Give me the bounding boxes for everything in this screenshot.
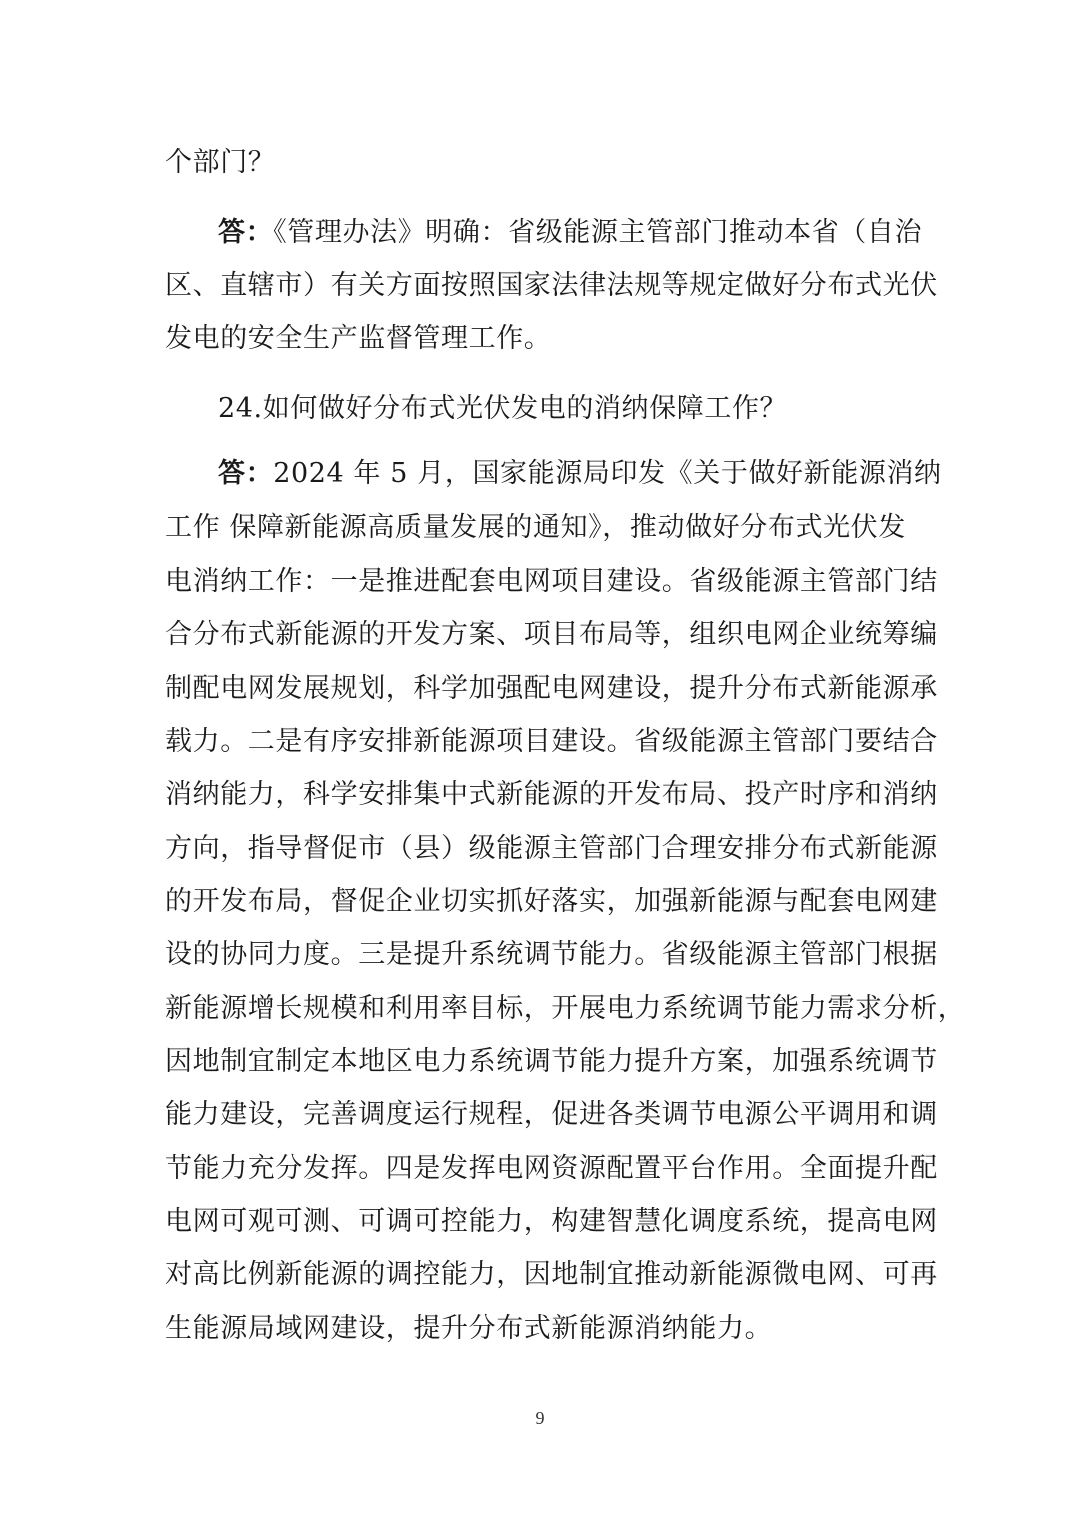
text-line: 个部门？ xyxy=(165,147,276,178)
text-line: 消纳能力，科学安排集中式新能源的开发布局、投产时序和消纳 xyxy=(165,779,938,810)
answer-text: 《管理办法》明确：省级能源主管部门推动本省（自治 xyxy=(273,217,923,248)
text-line: 工作 保障新能源高质量发展的通知》，推动做好分布式光伏发 xyxy=(165,512,906,543)
answer-label: 答： xyxy=(218,217,274,248)
text-line: 发电的安全生产监督管理工作。 xyxy=(165,323,552,354)
text-line: 方向，指导督促市（县）级能源主管部门合理安排分布式新能源 xyxy=(165,833,938,864)
text-line: 新能源增长规模和利用率目标，开展电力系统调节能力需求分析， xyxy=(165,993,966,1024)
text-line: 因地制宜制定本地区电力系统调节能力提升方案，加强系统调节 xyxy=(165,1046,938,1077)
text-line: 电网可观可测、可调可控能力，构建智慧化调度系统，提高电网 xyxy=(165,1206,938,1237)
question-24-heading: 24.如何做好分布式光伏发电的消纳保障工作？ xyxy=(218,393,788,424)
text-line: 制配电网发展规划，科学加强配电网建设，提升分布式新能源承 xyxy=(165,673,938,704)
text-line: 生能源局域网建设，提升分布式新能源消纳能力。 xyxy=(165,1313,773,1344)
text-line: 区、直辖市）有关方面按照国家法律法规等规定做好分布式光伏 xyxy=(165,270,938,301)
answer-text: 2024 年 5 月，国家能源局印发《关于做好新能源消纳 xyxy=(273,458,942,489)
text-line: 合分布式新能源的开发方案、项目布局等，组织电网企业统筹编 xyxy=(165,619,938,650)
text-line: 能力建设，完善调度运行规程，促进各类调节电源公平调用和调 xyxy=(165,1099,938,1130)
text-line: 载力。二是有序安排新能源项目建设。省级能源主管部门要结合 xyxy=(165,726,938,757)
text-line: 电消纳工作：一是推进配套电网项目建设。省级能源主管部门结 xyxy=(165,566,938,597)
answer-23-first-line xyxy=(218,215,925,251)
answer-24-first-line xyxy=(218,456,942,492)
text-line: 节能力充分发挥。四是发挥电网资源配置平台作用。全面提升配 xyxy=(165,1153,938,1184)
text-line: 对高比例新能源的调控能力，因地制宜推动新能源微电网、可再 xyxy=(165,1259,938,1290)
page-number: 9 xyxy=(535,1408,545,1428)
text-line: 设的协同力度。三是提升系统调节能力。省级能源主管部门根据 xyxy=(165,939,938,970)
text-line: 的开发布局，督促企业切实抓好落实，加强新能源与配套电网建 xyxy=(165,886,938,917)
answer-label: 答： xyxy=(218,458,274,489)
